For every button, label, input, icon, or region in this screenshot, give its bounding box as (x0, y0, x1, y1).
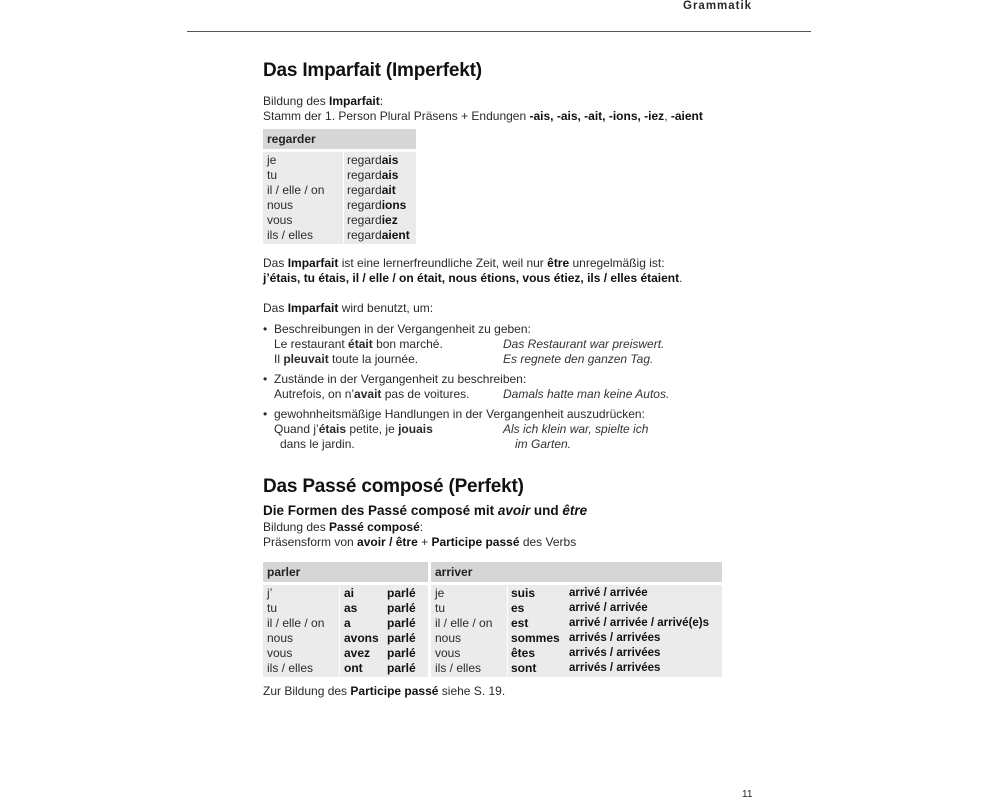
pc-footer-note (263, 684, 743, 699)
text-bold: pleuvait (283, 352, 329, 366)
text: Präsensform von (263, 535, 358, 549)
example-de: Als ich klein war, spielte ich (503, 422, 649, 436)
text: petite, je (346, 422, 399, 436)
text: , (664, 109, 671, 123)
text-bold: être (547, 256, 570, 270)
table-header: regarder (263, 129, 416, 149)
example-row (274, 387, 743, 402)
pronoun-cell: ils / elles (267, 228, 314, 242)
participle-cell: arrivés / arrivées (569, 662, 661, 674)
pronoun-cell: nous (267, 198, 294, 212)
stem: regard (347, 213, 382, 227)
pronoun-cell: vous (435, 646, 461, 660)
pronoun-cell: ils / elles (267, 661, 314, 675)
text: : (379, 94, 384, 108)
pronoun-column (263, 586, 339, 676)
text-bold: avoir / être (357, 535, 418, 549)
example-de: Damals hatte man keine Autos. (503, 387, 670, 401)
passe-compose-section (263, 476, 743, 550)
bullet-text: Zustände in der Vergangenheit zu beschreiben: (274, 372, 527, 386)
table-body (431, 585, 722, 677)
form-cell (347, 153, 410, 168)
text-bold: Participe passé (350, 684, 439, 698)
participle-cell: arrivé / arrivée (569, 602, 648, 614)
bullet-icon: • (263, 322, 268, 336)
stem: regard (347, 198, 382, 212)
passe-compose-table (263, 562, 722, 677)
text: + (417, 535, 432, 549)
text-bold: avait (354, 387, 382, 401)
aux-cell: a (344, 616, 351, 630)
aux-cell: avons (344, 631, 379, 645)
form-cell (347, 168, 410, 183)
text: . (679, 271, 683, 285)
pronoun-cell: vous (267, 646, 293, 660)
parler-block (263, 562, 428, 677)
example-fr (274, 387, 503, 402)
text: Stamm der 1. Person Plural Präsens + Endungen (263, 109, 530, 123)
ending: ais (381, 153, 399, 167)
participle-column (566, 586, 709, 676)
etre-forms (263, 271, 743, 286)
aux-cell: sommes (511, 631, 560, 645)
text-bold: Imparfait (287, 256, 339, 270)
form-cell (347, 198, 410, 213)
text: Autrefois, on n’ (274, 387, 355, 401)
stem: regard (347, 228, 382, 242)
text: ist eine lernerfreundliche Zeit, weil nur (338, 256, 548, 270)
imparfait-heading: Das Imparfait (Imperfekt) (263, 60, 482, 81)
example-fr: dans le jardin. (280, 437, 355, 451)
table-header: arriver (431, 562, 722, 582)
aux-cell: ont (344, 661, 363, 675)
text-bold: étais (318, 422, 347, 436)
table-header: parler (263, 562, 428, 582)
ending: iez (381, 213, 398, 227)
stem: regard (347, 168, 382, 182)
form-column (343, 152, 410, 244)
text: Le restaurant (274, 337, 349, 351)
text-bold: Imparfait (287, 301, 339, 315)
participle-cell: parlé (387, 586, 416, 600)
table-body (263, 585, 428, 677)
participle-cell: arrivé / arrivée / arrivé(e)s (569, 617, 710, 629)
bullet-icon: • (263, 407, 268, 421)
example-de: Es regnete den ganzen Tag. (503, 352, 654, 366)
text: unregelmäßig ist: (569, 256, 665, 270)
example-row (274, 422, 743, 437)
pronoun-cell: il / elle / on (267, 616, 325, 630)
imparfait-stamm (263, 109, 743, 124)
aux-cell: avez (344, 646, 371, 660)
imparfait-bildung (263, 94, 743, 109)
text: Die Formen des Passé composé mit (263, 503, 498, 518)
aux-cell: as (344, 601, 358, 615)
section-header: Grammatik (683, 0, 753, 12)
aux-cell: est (511, 616, 529, 630)
participle-cell: arrivé / arrivée (569, 587, 648, 599)
text: und (530, 503, 563, 518)
participle-cell: parlé (387, 646, 416, 660)
stem: regard (347, 153, 382, 167)
endung-last: -aient (670, 109, 703, 123)
text: Zur Bildung des (263, 684, 351, 698)
text-italic: être (562, 503, 588, 518)
imparfait-section (263, 60, 743, 124)
pc-praesens (263, 535, 743, 550)
text: siehe S. 19. (438, 684, 506, 698)
pronoun-cell: j’ (267, 586, 273, 600)
bullet-text: Beschreibungen in der Vergangenheit zu geben: (274, 322, 531, 336)
text: : (419, 520, 424, 534)
text-italic: avoir (497, 503, 531, 518)
pronoun-cell: je (267, 153, 277, 167)
pronoun-cell: tu (267, 168, 278, 182)
participle-cell: arrivés / arrivées (569, 632, 661, 644)
list-item (263, 372, 743, 402)
passe-compose-subheading (263, 503, 743, 518)
example-fr (274, 337, 503, 352)
pronoun-column (431, 586, 507, 676)
aux-column (507, 586, 566, 676)
text-bold: Participe passé (431, 535, 520, 549)
text-bold: jouais (398, 422, 433, 436)
pronoun-cell: il / elle / on (267, 183, 325, 197)
endungen: -ais, -ais, -ait, -ions, -iez (529, 109, 665, 123)
ending: ais (381, 168, 399, 182)
text: wird benutzt, um: (338, 301, 434, 315)
imparfait-table (263, 129, 416, 244)
usage-paragraph (263, 301, 743, 457)
etre-intro (263, 256, 743, 271)
aux-column (339, 586, 386, 676)
ending: ait (381, 183, 396, 197)
form-cell (347, 213, 410, 228)
text: Bildung des (263, 520, 330, 534)
bullet-icon: • (263, 372, 268, 386)
ending: ions (381, 198, 407, 212)
form-cell (347, 183, 410, 198)
participle-cell: arrivés / arrivées (569, 647, 661, 659)
arriver-block (431, 562, 722, 677)
text: bon marché. (372, 337, 443, 351)
etre-forms-bold: j’étais, tu étais, il / elle / on était, nous étions, vous étiez, ils / elles étaient (263, 271, 680, 285)
page-number: 11 (742, 789, 753, 800)
ending: aient (381, 228, 410, 242)
form-cell (347, 228, 410, 243)
example-fr (274, 422, 503, 437)
etre-paragraph (263, 256, 743, 286)
aux-cell: sont (511, 661, 537, 675)
text: Il (274, 352, 284, 366)
pc-bildung (263, 520, 743, 535)
text-bold: Passé composé (329, 520, 420, 534)
text-bold: Imparfait (329, 94, 380, 108)
aux-cell: êtes (511, 646, 536, 660)
passe-compose-heading: Das Passé composé (Perfekt) (263, 476, 524, 497)
aux-cell: es (511, 601, 525, 615)
text: pas de voitures. (381, 387, 470, 401)
example-row (274, 352, 743, 367)
text: Das (263, 256, 288, 270)
text: Bildung des (263, 94, 330, 108)
text: toute la journée. (328, 352, 419, 366)
participle-cell: parlé (387, 661, 416, 675)
participle-cell: parlé (387, 601, 416, 615)
participe-reference (263, 684, 743, 699)
aux-cell: suis (511, 586, 536, 600)
usage-list (263, 322, 743, 452)
text: Das (263, 301, 288, 315)
pronoun-cell: tu (267, 601, 278, 615)
text: Quand j’ (274, 422, 319, 436)
header-divider (187, 31, 811, 32)
participle-cell: parlé (387, 616, 416, 630)
bullet-text: gewohnheitsmäßige Handlungen in der Vergangenheit auszudrücken: (274, 407, 645, 421)
example-row (274, 337, 743, 352)
pronoun-cell: nous (267, 631, 294, 645)
participle-cell: parlé (387, 631, 416, 645)
pronoun-cell: ils / elles (435, 661, 482, 675)
example-de: im Garten. (515, 437, 572, 451)
example-row (274, 437, 743, 452)
usage-intro (263, 301, 743, 316)
participle-column (386, 586, 416, 676)
pronoun-cell: nous (435, 631, 462, 645)
pronoun-cell: il / elle / on (435, 616, 493, 630)
example-de: Das Restaurant war preiswert. (503, 337, 665, 351)
list-item (263, 322, 743, 367)
pronoun-cell: tu (435, 601, 446, 615)
stem: regard (347, 183, 382, 197)
table-body (263, 152, 416, 244)
text: des Verbs (519, 535, 577, 549)
aux-cell: ai (344, 586, 355, 600)
list-item (263, 407, 743, 452)
pronoun-cell: vous (267, 213, 293, 227)
pronoun-column (263, 152, 343, 244)
text-bold: était (348, 337, 373, 351)
pronoun-cell: je (435, 586, 445, 600)
example-fr (274, 352, 503, 367)
